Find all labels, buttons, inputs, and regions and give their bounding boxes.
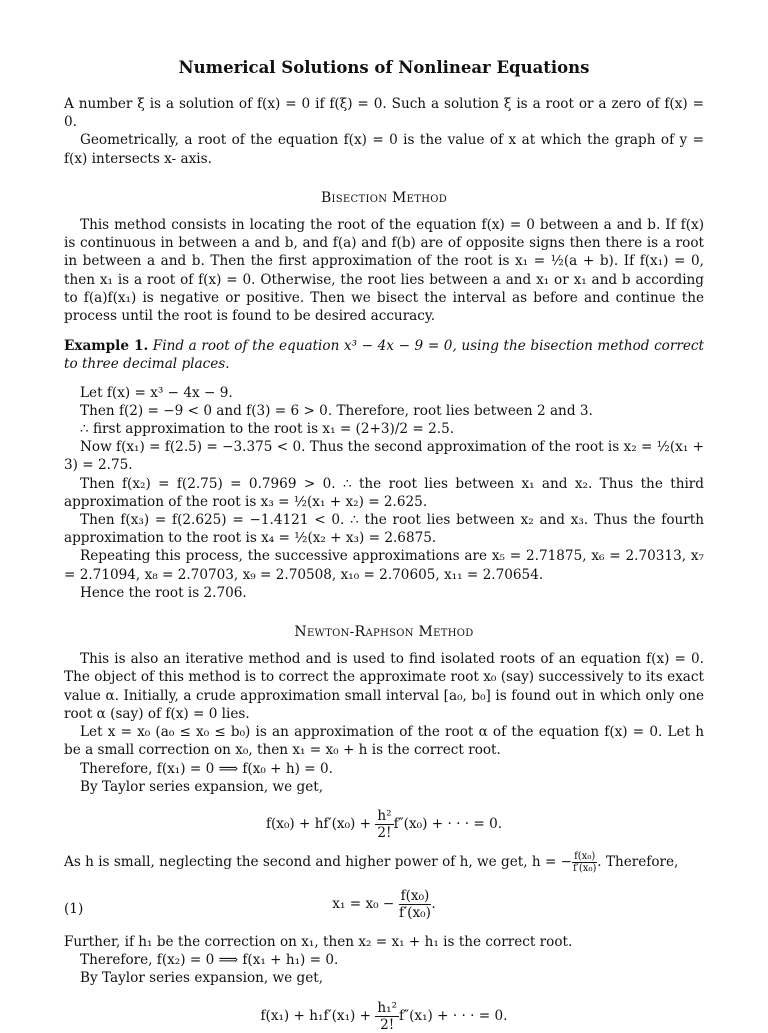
newton-heading: Newton-Raphson Method xyxy=(294,624,474,641)
equation-number: (1) xyxy=(64,900,84,917)
fraction: $\frac{\text{h₁²}}{2!}$ xyxy=(377,999,398,1033)
newton-paragraph-3: Therefore, f(x₁) = 0 ⟹ f(x₀ + h) = 0. xyxy=(80,760,333,777)
taylor-equation-2: f(x₁) + h₁f′(x₁) + $\frac{\text{h₁²}}{2!}$ f″(x₁) + · · · = 0. xyxy=(260,999,508,1033)
fraction: $\frac{\text{h²}}{2!}$ xyxy=(377,807,392,841)
bisection-description: This method consists in locating the root of the equation f(x) = 0 between a and b. If f(x) is continuous in between a and b, and f(a) and f(b) are of opposite signs then there is a root in between a and b. Then the first approximation of the root is x₁ = ½(a + b). If f(x₁) = 0, then x₁ is a root of f(x) = 0. Otherwise, the root lies between a and x₁ or x₁ and b according to f(a)f(x₁) is negative or positive. Then we bisect the interval as before and continue the process until the root is found to be desired accuracy. xyxy=(64,217,704,325)
step-4: Now f(x₁) = f(2.5) = −3.375 < 0. Thus the second approximation of the root is x₂ = ½(x₁ + 3) = 2.75. xyxy=(64,439,704,474)
step-6: Then f(x₃) = f(2.625) = −1.4121 < 0. ∴ the root lies between x₂ and x₃. Thus the fourth approximation to the root is x₄ = ½(x₂ + x₃) = 2.6875. xyxy=(64,512,704,547)
newton-paragraph-6: Further, if h₁ be the correction on x₁, then x₂ = x₁ + h₁ is the correct root. xyxy=(64,933,573,950)
equation-1: (1) x₁ = x₀ − $\frac{\text{f(x₀)}}{\text{f′(x₀)}}$ . xyxy=(64,887,436,921)
step-2: Then f(2) = −9 < 0 and f(3) = 6 > 0. Therefore, root lies between 2 and 3. xyxy=(80,402,593,419)
step-5: Then f(x₂) = f(2.75) = 0.7969 > 0. ∴ the root lies between x₁ and x₂. Thus the third approximation of the root is x₃ = ½(x₁ + x₂) = 2.625. xyxy=(64,475,704,510)
step-1: Let f(x) = x³ − 4x − 9. xyxy=(80,384,233,401)
newton-paragraph-1: This is also an iterative method and is used to find isolated roots of an equation f(x) = 0. The object of this method is to correct the approximate root x₀ (say) successively to its exact value α. Initially, a crude approximation small interval [a₀, b₀] is found out in which only one root α (say) of f(x) = 0 lies. xyxy=(64,651,704,722)
step-8: Hence the root is 2.706. xyxy=(80,584,247,601)
newton-paragraph-7: Therefore, f(x₂) = 0 ⟹ f(x₁ + h₁) = 0. xyxy=(80,952,339,969)
example-1 xyxy=(64,337,704,373)
newton-paragraph-5: As h is small, neglecting the second and higher power of h, we get, h = − $\frac{\text{f(x₀)}}{\text{f′(x₀)}}$ . Therefore, xyxy=(64,850,679,874)
step-3: ∴ first approximation to the root is x₁ = (2+3)/2 = 2.5. xyxy=(80,421,455,438)
bisection-heading: Bisection Method xyxy=(320,189,448,206)
intro-paragraph-2: Geometrically, a root of the equation f(x) = 0 is the value of x at which the graph of y = f(x) intersects x- axis. xyxy=(64,132,704,167)
newton-paragraph-2: Let x = x₀ (a₀ ≤ x₀ ≤ b₀) is an approximation of the root α of the equation f(x) = 0. Let h be a small correction on x₀, then x₁ = x₀ + h is the correct root. xyxy=(64,724,704,759)
taylor-equation-1: f(x₀) + hf′(x₀) + $\frac{\text{h²}}{2!}$ f″(x₀) + · · · = 0. xyxy=(265,807,503,841)
page-title: Numerical Solutions of Nonlinear Equations xyxy=(178,58,590,77)
step-7: Repeating this process, the successive approximations are x₅ = 2.71875, x₆ = 2.70313, x₇ = 2.71094, x₈ = 2.70703, x₉ = 2.70508, x₁₀ = 2.70605, x₁₁ = 2.70654. xyxy=(64,548,704,583)
fraction: $\frac{\text{f(x₀)}}{\text{f′(x₀)}}$ xyxy=(399,887,431,921)
example-label: Example 1. xyxy=(64,338,149,355)
newton-paragraph-4: By Taylor series expansion, we get, xyxy=(80,778,324,795)
newton-paragraph-8: By Taylor series expansion, we get, xyxy=(80,970,324,987)
intro-paragraph-1: A number ξ is a solution of f(x) = 0 if f(ξ) = 0. Such a solution ξ is a root or a zero of f(x) = 0. xyxy=(64,96,704,131)
example-text: Find a root of the equation x³ − 4x − 9 = 0, using the bisection method correct to three decimal places. xyxy=(64,338,704,373)
fraction-small: $\frac{\text{f(x₀)}}{\text{f′(x₀)}}$ xyxy=(572,850,597,874)
